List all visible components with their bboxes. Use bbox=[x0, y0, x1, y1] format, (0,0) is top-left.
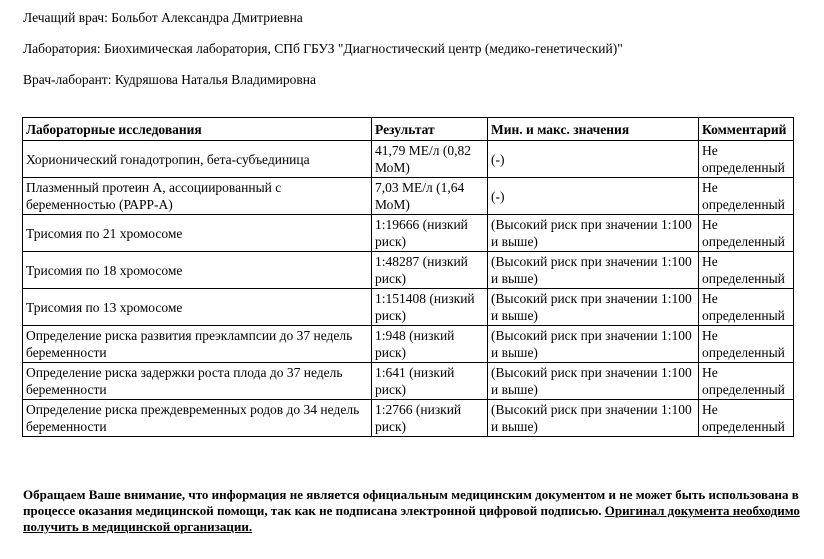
table-row bbox=[23, 178, 794, 215]
cell-result: 1:48287 (низкий риск) bbox=[372, 252, 488, 289]
cell-range: (-) bbox=[488, 141, 699, 178]
header-result: Результат bbox=[372, 118, 488, 141]
cell-range: (Высокий риск при значении 1:100 и выше) bbox=[488, 215, 699, 252]
cell-test: Определение риска развития преэклампсии до 37 недель беременности bbox=[23, 326, 372, 363]
lab-doctor: Врач-лаборант: Кудряшова Наталья Владимировна bbox=[23, 72, 316, 87]
table-header-row bbox=[23, 118, 794, 141]
table-row bbox=[23, 289, 794, 326]
attending-doctor: Лечащий врач: Больбот Александра Дмитриевна bbox=[23, 10, 303, 25]
cell-range: (Высокий риск при значении 1:100 и выше) bbox=[488, 326, 699, 363]
cell-result: 1:2766 (низкий риск) bbox=[372, 400, 488, 437]
disclaimer-text: Обращаем Ваше внимание, что информация не является официальным медицинским документом и не может быть использована в процессе оказания медицинской помощи, так как не подписана электронной цифровой подписью. bbox=[23, 487, 799, 518]
table-row bbox=[23, 400, 794, 437]
disclaimer-original-note: Оригинал документа необходимо получить в медицинской организации. bbox=[23, 503, 800, 534]
cell-comment: Не определенный bbox=[699, 141, 794, 178]
cell-test: Трисомия по 18 хромосоме bbox=[23, 252, 372, 289]
header-test: Лабораторные исследования bbox=[23, 118, 372, 141]
table-row bbox=[23, 326, 794, 363]
header-range: Мин. и макс. значения bbox=[488, 118, 699, 141]
table-row bbox=[23, 215, 794, 252]
table-row bbox=[23, 252, 794, 289]
cell-comment: Не определенный bbox=[699, 363, 794, 400]
results-table bbox=[22, 117, 794, 437]
cell-range: (Высокий риск при значении 1:100 и выше) bbox=[488, 400, 699, 437]
cell-test: Хорионический гонадотропин, бета-субъединица bbox=[23, 141, 372, 178]
cell-result: 7,03 МЕ/л (1,64 МоМ) bbox=[372, 178, 488, 215]
cell-result: 41,79 МЕ/л (0,82 МоМ) bbox=[372, 141, 488, 178]
cell-range: (-) bbox=[488, 178, 699, 215]
cell-result: 1:641 (низкий риск) bbox=[372, 363, 488, 400]
cell-comment: Не определенный bbox=[699, 215, 794, 252]
cell-test: Определение риска задержки роста плода до 37 недель беременности bbox=[23, 363, 372, 400]
cell-range: (Высокий риск при значении 1:100 и выше) bbox=[488, 363, 699, 400]
cell-test: Плазменный протеин А, ассоциированный с беременностью (РАРР-А) bbox=[23, 178, 372, 215]
header-comment: Комментарий bbox=[699, 118, 794, 141]
cell-range: (Высокий риск при значении 1:100 и выше) bbox=[488, 252, 699, 289]
cell-result: 1:151408 (низкий риск) bbox=[372, 289, 488, 326]
cell-range: (Высокий риск при значении 1:100 и выше) bbox=[488, 289, 699, 326]
cell-comment: Не определенный bbox=[699, 252, 794, 289]
table-row bbox=[23, 141, 794, 178]
cell-test: Трисомия по 21 хромосоме bbox=[23, 215, 372, 252]
cell-result: 1:19666 (низкий риск) bbox=[372, 215, 488, 252]
cell-comment: Не определенный bbox=[699, 326, 794, 363]
cell-comment: Не определенный bbox=[699, 400, 794, 437]
cell-test: Трисомия по 13 хромосоме bbox=[23, 289, 372, 326]
cell-comment: Не определенный bbox=[699, 178, 794, 215]
table-row bbox=[23, 363, 794, 400]
disclaimer-notice bbox=[23, 487, 803, 535]
cell-result: 1:948 (низкий риск) bbox=[372, 326, 488, 363]
cell-test: Определение риска преждевременных родов до 34 недель беременности bbox=[23, 400, 372, 437]
laboratory-name: Лаборатория: Биохимическая лаборатория, СПб ГБУЗ "Диагностический центр (медико-генетический)" bbox=[23, 41, 623, 56]
cell-comment: Не определенный bbox=[699, 289, 794, 326]
